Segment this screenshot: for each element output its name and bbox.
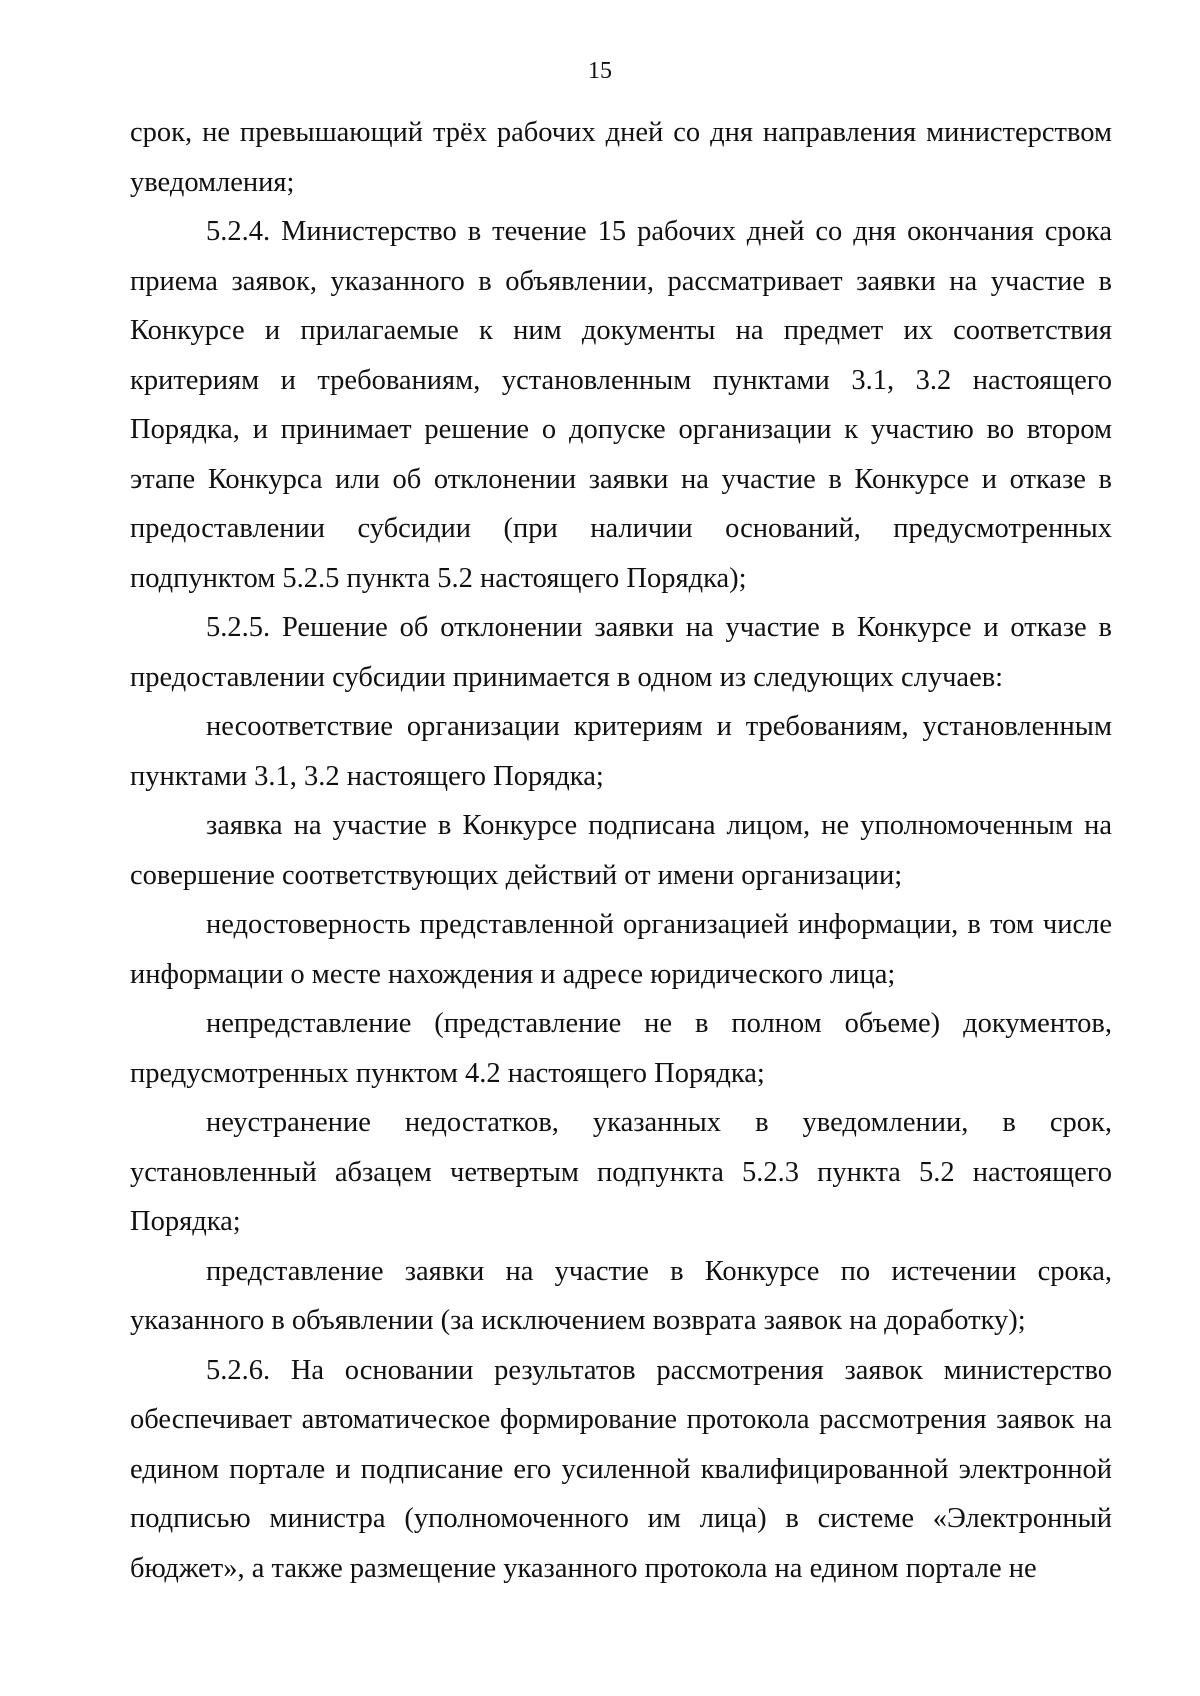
list-item-inaccurate-information: недостоверность представленной организацией информации, в том числе информации о месте нахождения и адресе юридического лица; [130,909,1112,990]
list-item-unauthorized-signature: заявка на участие в Конкурсе подписана лицом, не уполномоченным на совершение соответствующих действий от имени организации; [130,810,1112,891]
paragraph-5-2-6: 5.2.6. На основании результатов рассмотрения заявок министерство обеспечивает автоматическое формирование протокола рассмотрения заявок на едином портале и подписание его усиленной квалифицированной электронной подписью министра (уполномоченного им лица) в системе «Электронный бюджет», а также размещение указанного протокола на едином портале не [130,1354,1112,1584]
page-number: 15 [588,58,612,84]
list-item-uncorrected-deficiencies: неустранение недостатков, указанных в уведомлении, в срок, установленный абзацем четвертым подпункта 5.2.3 пункта 5.2 настоящего Порядка; [130,1107,1112,1237]
paragraph-continuation: срок, не превышающий трёх рабочих дней со дня направления министерством уведомления; [130,117,1112,198]
paragraph-5-2-4: 5.2.4. Министерство в течение 15 рабочих дней со дня окончания срока приема заявок, указанного в объявлении, рассматривает заявки на участие в Конкурсе и прилагаемые к ним документы на предмет их соответствия критериям и требованиям, установленным пунктами 3.1, 3.2 настоящего Порядка, и принимает решение о допуске организации к участию во втором этапе Конкурса или об отклонении заявки на участие в Конкурсе и отказе в предоставлении субсидии (при наличии оснований, предусмотренных подпунктом 5.2.5 пункта 5.2 настоящего Порядка); [130,216,1112,594]
list-item-late-submission: представление заявки на участие в Конкурсе по истечении срока, указанного в объявлении (за исключением возврата заявок на доработку); [130,1255,1112,1336]
list-item-criteria-mismatch: несоответствие организации критериям и требованиям, установленным пунктами 3.1, 3.2 настоящего Порядка; [130,711,1112,792]
document-body [130,108,1112,1593]
paragraph-5-2-5: 5.2.5. Решение об отклонении заявки на участие в Конкурсе и отказе в предоставлении субсидии принимается в одном из следующих случаев: [130,612,1112,693]
list-item-missing-documents: непредставление (представление не в полном объеме) документов, предусмотренных пунктом 4.2 настоящего Порядка; [130,1008,1112,1089]
